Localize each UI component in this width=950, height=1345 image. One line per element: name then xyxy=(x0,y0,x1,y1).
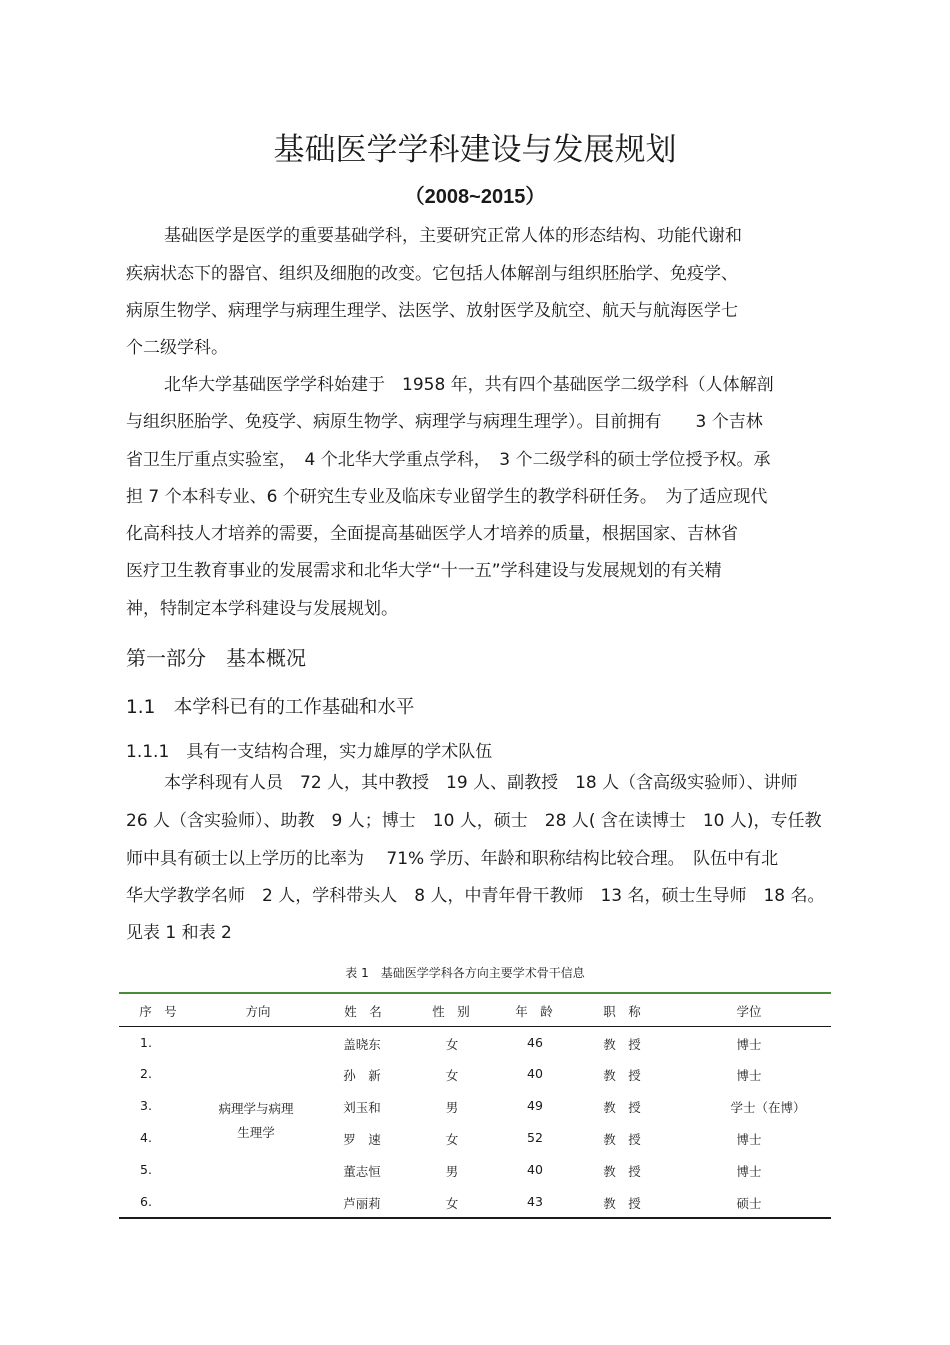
row-no: 2. xyxy=(140,1066,152,1081)
header-gender: 性 别 xyxy=(432,1004,470,1019)
row-name: 董志恒 xyxy=(343,1164,381,1179)
row-name: 孙 新 xyxy=(343,1068,381,1083)
row-degree: 博士 xyxy=(736,1037,762,1052)
para1-line3: 病原生物学、病理学与病理生理学、法医学、放射医学及航空、航天与航海医学七 xyxy=(126,301,738,321)
row-gender: 女 xyxy=(445,1196,459,1211)
row-age: 52 xyxy=(527,1130,543,1145)
heading-1-1: 1.1 本学科已有的工作基础和水平 xyxy=(126,697,415,718)
row-title: 教 授 xyxy=(603,1164,641,1179)
row-age: 40 xyxy=(527,1162,543,1177)
table-top-rule xyxy=(119,992,831,994)
row-age: 46 xyxy=(527,1035,543,1050)
para2-line7: 神，特制定本学科建设与发展规划。 xyxy=(126,599,398,619)
para1-line2: 疾病状态下的器官、组织及细胞的改变。它包括人体解剖与组织胚胎学、免疫学、 xyxy=(126,264,738,284)
heading-part1: 第一部分 基本概况 xyxy=(126,646,306,670)
table-bottom-rule xyxy=(119,1217,831,1219)
header-age: 年 龄 xyxy=(515,1004,553,1019)
document-subtitle: （2008~2015） xyxy=(404,186,546,208)
row-gender: 女 xyxy=(445,1037,459,1052)
row-gender: 女 xyxy=(445,1068,459,1083)
document-title: 基础医学学科建设与发展规划 xyxy=(273,132,677,168)
row-degree: 博士 xyxy=(736,1164,762,1179)
direction-line-2: 生理学 xyxy=(237,1125,275,1140)
row-gender: 男 xyxy=(445,1164,459,1179)
para3-line4: 华大学教学名师 2 人，学科带头人 8 人，中青年骨干教师 13 名，硕士生导师 18 名。 xyxy=(126,886,825,906)
row-age: 49 xyxy=(527,1098,543,1113)
header-degree: 学位 xyxy=(736,1004,762,1019)
direction-cell xyxy=(206,1097,306,1145)
para2-line5: 化高科技人才培养的需要，全面提高基础医学人才培养的质量，根据国家、吉林省 xyxy=(126,524,738,544)
row-degree: 硕士 xyxy=(736,1196,762,1211)
para1-line4: 个二级学科。 xyxy=(126,338,228,358)
table-caption: 表 1 基础医学学科各方向主要学术骨干信息 xyxy=(345,966,585,980)
row-degree: 博士 xyxy=(736,1068,762,1083)
heading-1-1-1: 1.1.1 具有一支结构合理，实力雄厚的学术队伍 xyxy=(126,742,493,762)
row-title: 教 授 xyxy=(603,1037,641,1052)
row-age: 43 xyxy=(527,1194,543,1209)
row-title: 教 授 xyxy=(603,1068,641,1083)
row-gender: 男 xyxy=(445,1100,459,1115)
para3-line5: 见表 1 和表 2 xyxy=(126,923,232,943)
header-direction: 方向 xyxy=(245,1004,271,1019)
row-no: 5. xyxy=(140,1162,152,1177)
row-name: 盖晓东 xyxy=(343,1037,381,1052)
row-name: 刘玉和 xyxy=(343,1100,381,1115)
row-no: 1. xyxy=(140,1035,152,1050)
para3-line3: 师中具有硕士以上学历的比率为 71% 学历、年龄和职称结构比较合理。 队伍中有北 xyxy=(126,849,779,869)
row-gender: 女 xyxy=(445,1132,459,1147)
row-degree: 学士（在博） xyxy=(730,1100,806,1115)
header-name: 姓 名 xyxy=(344,1004,382,1019)
header-title: 职 称 xyxy=(603,1004,641,1019)
direction-line-1: 病理学与病理 xyxy=(218,1101,294,1116)
para3-line2: 26 人（含实验师）、助教 9 人；博士 10 人，硕士 28 人( 含在读博士 10 人)，专任教 xyxy=(126,811,822,831)
para2-line6: 医疗卫生教育事业的发展需求和北华大学“十一五”学科建设与发展规划的有关精 xyxy=(126,561,722,581)
row-title: 教 授 xyxy=(603,1132,641,1147)
para2-line2: 与组织胚胎学、免疫学、病原生物学、病理学与病理生理学）。目前拥有 3 个吉林 xyxy=(126,412,763,432)
para2-line3: 省卫生厅重点实验室， 4 个北华大学重点学科， 3 个二级学科的硕士学位授予权。承 xyxy=(126,450,771,470)
row-title: 教 授 xyxy=(603,1196,641,1211)
row-name: 罗 速 xyxy=(343,1132,381,1147)
row-age: 40 xyxy=(527,1066,543,1081)
row-title: 教 授 xyxy=(603,1100,641,1115)
para2-line4: 担 7 个本科专业、6 个研究生专业及临床专业留学生的教学科研任务。 为了适应现代 xyxy=(126,487,768,507)
para1-line1: 基础医学是医学的重要基础学科，主要研究正常人体的形态结构、功能代谢和 xyxy=(164,226,742,246)
header-no: 序 号 xyxy=(139,1004,177,1019)
row-no: 4. xyxy=(140,1130,152,1145)
para2-line1: 北华大学基础医学学科始建于 1958 年，共有四个基础医学二级学科（人体解剖 xyxy=(164,375,774,395)
row-degree: 博士 xyxy=(736,1132,762,1147)
row-no: 6. xyxy=(140,1194,152,1209)
table-header-rule xyxy=(119,1026,831,1027)
row-no: 3. xyxy=(140,1098,152,1113)
para3-line1: 本学科现有人员 72 人，其中教授 19 人、副教授 18 人（含高级实验师）、讲师 xyxy=(164,773,798,793)
row-name: 芦丽莉 xyxy=(343,1196,381,1211)
